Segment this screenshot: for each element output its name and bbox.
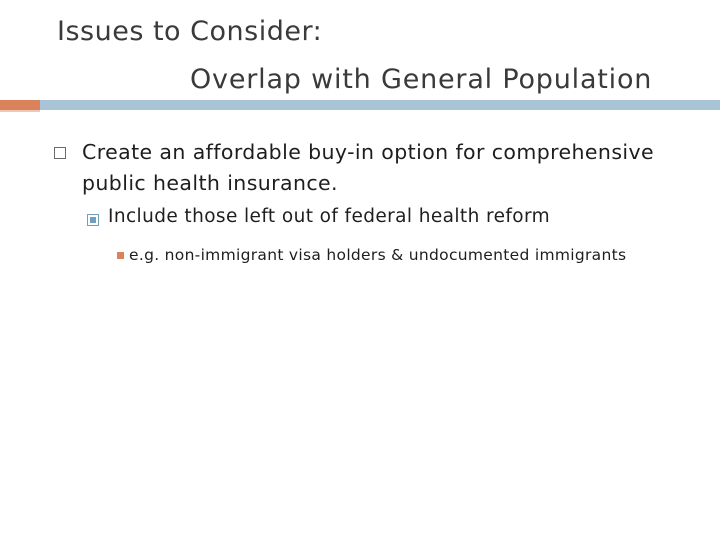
filled-square-bullet-icon (87, 214, 99, 226)
bullet-level-3: e.g. non-immigrant visa holders & undocumented immigrants (129, 246, 627, 264)
slide-subtitle: Overlap with General Population (190, 64, 653, 95)
title-rule-accent (0, 100, 40, 110)
bullet-level-1: Create an affordable buy-in option for comprehensive public health insurance. (82, 140, 655, 195)
title-rule-edge (0, 110, 40, 112)
square-bullet-icon (54, 147, 66, 159)
bullet-level-2: Include those left out of federal health reform (108, 206, 551, 227)
slide-title: Issues to Consider: (57, 16, 323, 47)
small-square-bullet-icon (117, 252, 124, 259)
title-rule (40, 100, 720, 110)
